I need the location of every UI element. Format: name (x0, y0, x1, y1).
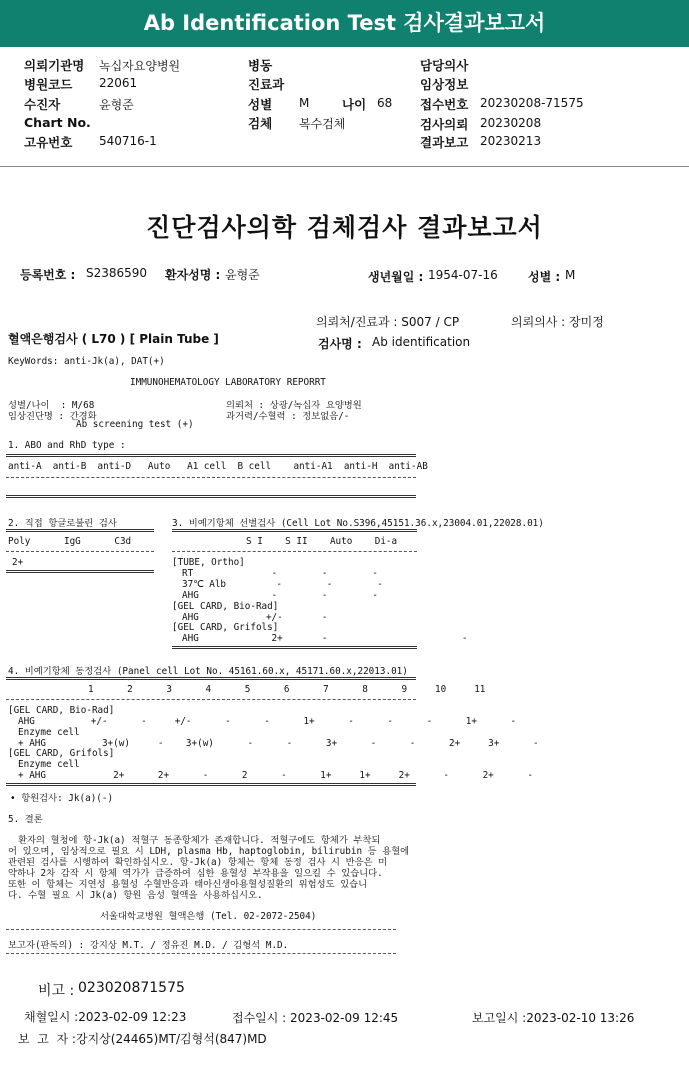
receipt-time: 접수일시 : 2023-02-09 12:45 (232, 1011, 399, 1025)
panel-section-title: 4. 비예기항체 동정검사 (Panel cell Lot No. 45161.60.x, 45171.60.x,22013.01) (8, 666, 408, 677)
blood-bank-contact: 서울대학교병원 혈액은행 (Tel. 02-2072-2504) (100, 911, 317, 922)
reporter-rule-bottom (6, 953, 396, 954)
report-time: 보고일시 :2023-02-10 13:26 (472, 1011, 635, 1025)
specimen-value: 복수검체 (299, 117, 346, 131)
keywords-line: KeyWords: anti-Jk(a), DAT(+) (8, 356, 165, 367)
referrer-line: 의뢰처 : 상광/녹십자 요양병원 (226, 400, 362, 411)
dat-rule-mid (6, 551, 154, 552)
panel-rule-bottom (6, 783, 416, 786)
tube-ortho-label: [TUBE, Ortho] (172, 557, 245, 568)
reporter-rule-top (6, 929, 396, 930)
conclusion-line-6: 다. 수혈 필요 시 Jk(a) 항원 음성 혈액을 사용하십시오. (8, 890, 263, 901)
report-date-label: 결과보고 (420, 135, 469, 150)
abo-header-row: anti-A anti-B anti-D Auto A1 cell B cell anti-A1 anti-H anti-AB (8, 461, 428, 472)
receipt-no-label: 접수번호 (420, 97, 469, 112)
panel-enzyme-label-1: Enzyme cell (18, 727, 80, 738)
panel-rule-mid (6, 699, 416, 700)
hospital-name-label: 의뢰기관명 (24, 58, 85, 73)
patient-name-label: 환자성명 : (165, 268, 221, 282)
biorad-ahg-row: AHG +/- - (182, 612, 328, 623)
conclusion-line-3: 관련된 검사를 시행하여 확인하십시오. 항-Jk(a) 항체는 항체 동정 검사 시 반응은 미 (8, 857, 388, 868)
collection-time: 채혈일시 :2023-02-09 12:23 (24, 1010, 187, 1024)
dat-result-row: 2+ (12, 557, 24, 568)
registration-value: S2386590 (86, 266, 148, 280)
receipt-no-value: 20230208-71575 (480, 96, 584, 110)
unique-no-value: 540716-1 (99, 134, 157, 148)
abo-section-title: 1. ABO and RhD type : (8, 440, 126, 451)
referring-dept: 의뢰처/진료과 : S007 / CP (316, 315, 460, 329)
gel-grifols-label: [GEL CARD, Grifols] (172, 622, 279, 633)
report-title: 진단검사의학 검체검사 결과보고서 (146, 213, 543, 242)
panel-enzyme-label-2: Enzyme cell (18, 759, 80, 770)
abo-rule-bottom (6, 495, 416, 498)
clinical-info-label: 임상정보 (420, 77, 469, 92)
history-line: 과거력/수혈력 : 정보없음/- (226, 411, 350, 422)
request-date-value: 20230208 (480, 116, 542, 130)
dob-label: 생년월일 : (368, 270, 424, 284)
unique-no-label: 고유번호 (24, 135, 73, 150)
panel-biorad-ahg-row: AHG +/- - +/- - - 1+ - - - 1+ - (18, 716, 517, 727)
sex-value: M (299, 96, 310, 110)
panel-grifols-enzyme-row: + AHG 2+ 2+ - 2 - 1+ 1+ 2+ - 2+ - (18, 770, 533, 781)
header-separator (0, 166, 689, 167)
lab-section-title: 혈액은행검사 ( L70 ) [ Plain Tube ] (8, 332, 219, 346)
conclusion-line-1: 환자의 혈청에 항-Jk(a) 적혈구 동종항체가 존재합니다. 적혈구에도 항체가 부착되 (18, 835, 381, 846)
panel-grifols-label: [GEL CARD, Grifols] (8, 748, 115, 759)
test-name-value: Ab identification (372, 335, 471, 349)
ahg-row: AHG - - - (182, 590, 378, 601)
grifols-ahg-row: AHG 2+ - - (182, 633, 468, 644)
screen-section-title: 3. 비예기항체 선별검사 (Cell Lot No.S396,45151.36.x,23004.01,22028.01) (172, 518, 544, 529)
conclusion-line-5: 또한 이 항체는 지연성 용혈성 수혈반응과 태아신생아용혈성질환의 위험성도 있습니 (8, 879, 368, 890)
referring-doctor: 의뢰의사 : 장미정 (511, 315, 604, 329)
sex-label: 성별 (248, 97, 273, 112)
patient-value: 윤형준 (99, 98, 134, 112)
panel-biorad-enzyme-row: + AHG 3+(w) - 3+(w) - - 3+ - - 2+ 3+ - (18, 738, 539, 749)
rt-row: RT - - - (182, 568, 378, 579)
dat-section-title: 2. 직접 항글로불린 검사 (8, 518, 117, 529)
diagnosis-line: 임상진단명 : 간경화 (8, 411, 97, 422)
report-date-value: 20230213 (480, 134, 542, 148)
dat-rule-bottom (6, 570, 154, 573)
reporter-line: 보고자(판독의) : 강지상 M.T. / 정유진 M.D. / 김형석 M.D. (8, 940, 289, 951)
abo-rule-top (6, 454, 416, 457)
conclusion-line-2: 어 있으며, 임상적으로 필요 시 LDH, plasma Hb, haptoglobin, bilirubin 등 용혈에 (8, 846, 410, 857)
reporter-label: 보 고 자 : (18, 1032, 76, 1046)
remark-value: 023020871575 (78, 980, 185, 996)
hospital-name-value: 녹십자요양병원 (99, 59, 181, 73)
reporter-value: 강지상(24465)MT/김형석(847)MD (76, 1032, 267, 1046)
screen-rule-bottom (172, 646, 417, 649)
screen-header-row: S I S II Auto Di-a (246, 536, 398, 547)
chart-no-label: Chart No. (24, 115, 91, 130)
attending-doctor-label: 담당의사 (420, 58, 469, 73)
report-sex-value: M (565, 268, 576, 282)
department-label: 진료과 (248, 77, 285, 92)
hospital-code-value: 22061 (99, 76, 138, 90)
dat-rule-top (6, 529, 154, 532)
remark-label: 비고 : (38, 983, 75, 999)
dat-header-row: Poly IgG C3d (8, 536, 132, 547)
conclusion-line-4: 약하나 2차 감작 시 항체 역가가 급증하여 심한 용혈성 부작용을 일으킬 수 있습니다. (8, 868, 383, 879)
age-label: 나이 (342, 97, 367, 112)
alb-row: 37℃ Alb - - - (182, 579, 383, 590)
dob-value: 1954-07-16 (428, 268, 498, 282)
test-name-label: 검사명 : (318, 337, 362, 351)
hospital-code-label: 병원코드 (24, 77, 73, 92)
conclusion-title: 5. 결론 (8, 814, 43, 825)
abo-rule-mid (6, 477, 416, 478)
antigen-test-line: • 항원검사: Jk(a)(-) (10, 793, 114, 804)
age-value: 68 (377, 96, 393, 110)
gel-biorad-label: [GEL CARD, Bio-Rad] (172, 601, 279, 612)
sex-age-line: 성별/나이 : M/68 (8, 400, 95, 411)
ward-label: 병동 (248, 58, 273, 73)
report-sex-label: 성별 : (528, 270, 561, 284)
specimen-label: 검체 (248, 116, 273, 131)
panel-header-row: 1 2 3 4 5 6 7 8 9 10 11 (88, 684, 486, 695)
panel-biorad-label: [GEL CARD, Bio-Rad] (8, 705, 115, 716)
request-date-label: 검사의뢰 (420, 117, 469, 132)
screen-rule-top (172, 529, 417, 532)
ab-screening-line: Ab screening test (+) (76, 419, 194, 430)
registration-label: 등록번호 : (20, 268, 76, 282)
lab-report-heading: IMMUNOHEMATOLOGY LABORATORY REPORRT (130, 377, 326, 388)
panel-rule-top (6, 677, 416, 680)
patient-label: 수진자 (24, 97, 61, 112)
banner-title: Ab Identification Test 검사결과보고서 (143, 11, 546, 35)
patient-name-value: 윤형준 (225, 268, 260, 282)
screen-rule-mid (172, 551, 417, 552)
